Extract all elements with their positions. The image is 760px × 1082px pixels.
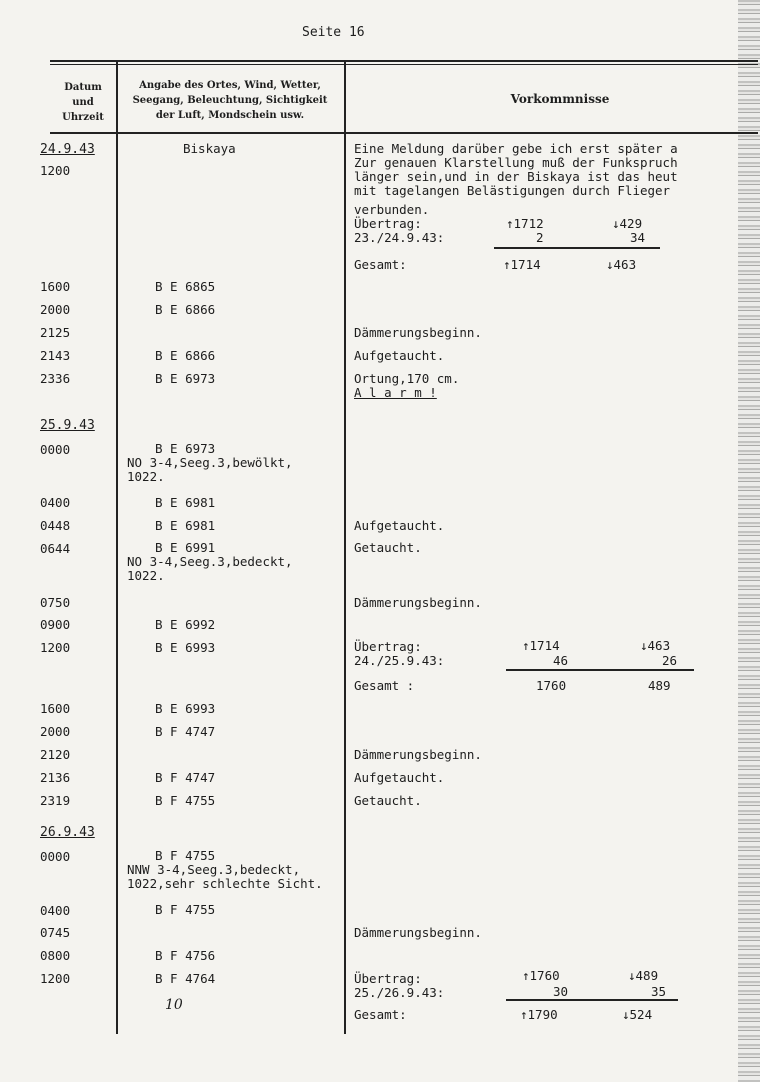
event-line: Zur genauen Klarstellung muß der Funkspruch: [354, 155, 678, 170]
place-entry: B E 6981: [155, 495, 216, 510]
event-line: Dämmerungsbeginn.: [354, 325, 482, 340]
tally-value-up: [522, 969, 560, 983]
time-entry: 1600: [40, 279, 71, 294]
col-divider-1: [116, 62, 118, 1034]
tally-number: 1760: [536, 678, 567, 693]
tally-number: 1712: [513, 216, 544, 231]
tally-number: 463: [613, 257, 637, 272]
weather-entry: NO 3-4,Seeg.3,bedeckt,: [127, 554, 293, 569]
alarm-line: A l a r m !: [354, 385, 437, 400]
weather-entry: 1022.: [127, 469, 165, 484]
place-entry: B E 6973: [155, 371, 216, 386]
place-entry: B F 4755: [155, 902, 216, 917]
scan-edge-noise: [738, 0, 760, 1082]
top-rule: [50, 60, 758, 62]
tally-number: 26: [662, 653, 678, 668]
place-entry: B E 6866: [155, 348, 216, 363]
place-entry: B F 4755: [155, 848, 216, 863]
tally-number: 1790: [527, 1007, 558, 1022]
tally-label: Gesamt:: [354, 257, 407, 272]
tally-value-up: [522, 639, 560, 653]
event-line: länger sein,und in der Biskaya ist das heut: [354, 169, 678, 184]
time-entry: 0400: [40, 903, 71, 918]
event-line: mit tagelangen Belästigungen durch Flieger: [354, 183, 671, 198]
tally-label: Übertrag:: [354, 971, 422, 986]
time-entry: 1200: [40, 163, 71, 178]
time-entry: 2000: [40, 302, 71, 317]
time-entry: 2143: [40, 348, 71, 363]
tally-number: 30: [553, 984, 569, 999]
handwritten-mark: 10: [165, 997, 183, 1013]
place-entry: B F 4756: [155, 948, 216, 963]
header-place: Angabe des Ortes, Wind, Wetter, Seegang, Beleuchtung, Sichtigkeit der Luft, Mondschein usw.: [132, 80, 328, 121]
tally-number: 1760: [529, 968, 560, 983]
time-entry: 0448: [40, 518, 71, 533]
time-entry: 2000: [40, 724, 71, 739]
place-entry: B E 6981: [155, 518, 216, 533]
place-entry: B E 6993: [155, 701, 216, 716]
event-line: Aufgetaucht.: [354, 770, 445, 785]
tally-number: 489: [635, 968, 659, 983]
place-entry: B E 6866: [155, 302, 216, 317]
time-entry: 1200: [40, 971, 71, 986]
col-divider-2: [344, 62, 346, 1034]
tally-value-up: [520, 1008, 558, 1022]
tally-number: 2: [536, 230, 544, 245]
time-entry: 0400: [40, 495, 71, 510]
time-entry: 0900: [40, 617, 71, 632]
event-line: verbunden.: [354, 202, 430, 217]
date-label: 24.9.43: [40, 142, 95, 157]
time-entry: 2125: [40, 325, 71, 340]
place-entry: B E 6992: [155, 617, 216, 632]
tally-sum-line: [506, 999, 678, 1001]
tally-sum-line: [494, 247, 660, 249]
weather-entry: 1022,sehr schlechte Sicht.: [127, 876, 323, 891]
time-entry: 2136: [40, 770, 71, 785]
place-entry: B F 4764: [155, 971, 216, 986]
place-entry: B E 6973: [155, 441, 216, 456]
time-entry: 2319: [40, 793, 71, 808]
event-line: Dämmerungsbeginn.: [354, 595, 482, 610]
tally-number: 489: [648, 678, 671, 693]
header-date: Datum und Uhrzeit: [62, 82, 104, 123]
place-entry: B E 6993: [155, 640, 216, 655]
time-entry: 1200: [40, 640, 71, 655]
place-entry: B F 4747: [155, 770, 216, 785]
tally-label: 24./25.9.43:: [354, 653, 445, 668]
event-line: Dämmerungsbeginn.: [354, 925, 482, 940]
tally-value-down: [622, 1008, 652, 1022]
tally-number: 1714: [529, 638, 560, 653]
tally-value-down: [606, 258, 636, 272]
weather-entry: NO 3-4,Seeg.3,bewölkt,: [127, 455, 293, 470]
event-line: Aufgetaucht.: [354, 518, 445, 533]
time-entry: 1600: [40, 701, 71, 716]
tally-number: 34: [630, 230, 646, 245]
weather-entry: NNW 3-4,Seeg.3,bedeckt,: [127, 862, 301, 877]
tally-number: 1714: [510, 257, 541, 272]
place-entry: B E 6991: [155, 540, 216, 555]
event-line: Eine Meldung darüber gebe ich erst später a: [354, 141, 678, 156]
tally-label: Gesamt :: [354, 678, 415, 693]
place-entry: B E 6865: [155, 279, 216, 294]
tally-label: Übertrag:: [354, 216, 422, 231]
tally-label: Übertrag:: [354, 639, 422, 654]
place-entry: Biskaya: [183, 141, 236, 156]
time-entry: 2336: [40, 371, 71, 386]
tally-label: Gesamt:: [354, 1007, 407, 1022]
tally-number: 35: [651, 984, 667, 999]
time-entry: 0644: [40, 541, 71, 556]
time-entry: 0800: [40, 948, 71, 963]
place-entry: B F 4747: [155, 724, 216, 739]
header-bottom-rule: [50, 132, 758, 134]
tally-number: 429: [619, 216, 643, 231]
tally-label: 25./26.9.43:: [354, 985, 445, 1000]
event-line: Getaucht.: [354, 540, 422, 555]
tally-value-up: [503, 258, 541, 272]
time-entry: 0000: [40, 442, 71, 457]
weather-entry: 1022.: [127, 568, 165, 583]
tally-value-up: [506, 217, 544, 231]
time-entry: 0000: [40, 849, 71, 864]
event-line: Dämmerungsbeginn.: [354, 747, 482, 762]
tally-value-down: [612, 217, 642, 231]
page-title: Seite 16: [302, 25, 365, 40]
tally-number: 46: [553, 653, 569, 668]
place-entry: B F 4755: [155, 793, 216, 808]
tally-value-down: [628, 969, 658, 983]
time-entry: 2120: [40, 747, 71, 762]
tally-sum-line: [506, 669, 694, 671]
date-label: 26.9.43: [40, 825, 95, 840]
event-line: Aufgetaucht.: [354, 348, 445, 363]
time-entry: 0750: [40, 595, 71, 610]
event-line: Getaucht.: [354, 793, 422, 808]
tally-label: 23./24.9.43:: [354, 230, 445, 245]
date-label: 25.9.43: [40, 418, 95, 433]
tally-number: 463: [647, 638, 671, 653]
event-line: Ortung,170 cm.: [354, 371, 460, 386]
tally-number: 524: [629, 1007, 653, 1022]
time-entry: 0745: [40, 925, 71, 940]
top-rule-thin: [50, 64, 758, 65]
header-events: Vorkommnisse: [510, 92, 610, 106]
tally-value-down: [640, 639, 670, 653]
